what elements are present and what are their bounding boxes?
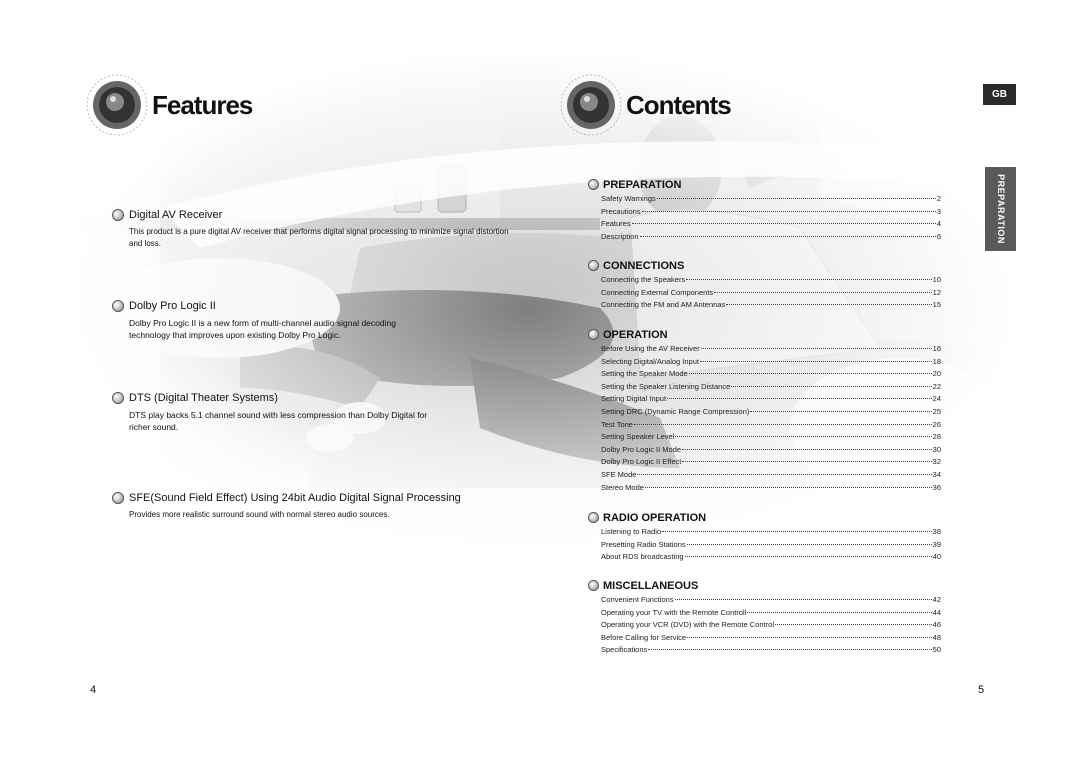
toc-section-preparation [588,178,954,243]
toc-entry-title: Stereo Mode [601,482,644,492]
page-number: 4 [90,684,97,696]
toc-entry[interactable] [601,356,941,369]
toc-entry-page: 38 [932,527,941,536]
toc-entry[interactable] [601,231,941,244]
toc-entry-title: Operating your VCR (DVD) with the Remote Control [601,620,774,630]
speaker-icon [86,74,148,136]
toc-entry[interactable] [601,619,941,632]
toc-entry-page: 12 [932,287,941,297]
toc-section-heading: MISCELLANEOUS [603,579,699,592]
feature-item [112,392,512,433]
toc-entry[interactable] [601,431,941,444]
bullet-icon [112,209,124,221]
toc-entry[interactable] [601,381,941,394]
toc-section-heading: OPERATION [603,328,668,341]
toc-entry[interactable] [601,206,941,219]
page-number: 5 [978,684,985,696]
toc-entry[interactable] [601,594,941,607]
contents-heading [560,74,731,136]
toc-entry-page: 44 [932,607,941,617]
toc-entry[interactable] [601,444,941,457]
bullet-icon [588,329,599,340]
toc-entry-page: 2 [936,194,941,203]
toc-entry-title: Description [601,231,639,241]
bullet-icon [588,512,599,523]
feature-heading: Digital AV Receiver [129,209,223,221]
toc-entry-title: Test Tone [601,419,633,429]
toc-entry-title: Setting Digital Input [601,394,667,404]
toc-entry-page: 18 [932,356,941,366]
toc-entry[interactable] [601,368,941,381]
toc-entry[interactable] [601,551,941,564]
toc-entry-page: 22 [932,381,941,391]
feature-description: This product is a pure digital AV receiver that performs digital signal processing to minimize signal distortion and loss. [129,227,509,248]
toc-entry[interactable] [601,218,941,231]
toc-entry-title: Specifications [601,645,648,655]
toc-entry-page: 10 [932,275,941,284]
toc-entry[interactable] [601,456,941,469]
toc-entry-title: Safety Warnings [601,194,656,203]
toc-entry-page: 4 [936,219,941,229]
toc-entry-page: 34 [932,469,941,479]
page-title: Contents [626,89,731,120]
toc-section-heading: PREPARATION [603,178,682,191]
toc-section-miscellaneous [588,579,954,657]
toc-entry[interactable] [601,632,941,645]
speaker-icon [560,74,622,136]
language-tab: GB [983,84,1016,105]
bullet-icon [588,260,599,271]
toc-entry-title: Setting the Speaker Mode [601,369,688,379]
toc-entry-title: Dolby Pro Logic II Effect [601,457,682,467]
page-title: Features [152,89,253,120]
feature-item [112,300,512,341]
feature-heading: DTS (Digital Theater Systems) [129,392,278,404]
toc-entry[interactable] [601,343,941,356]
toc-entry[interactable] [601,482,941,495]
feature-description: Provides more realistic surround sound with normal stereo audio sources. [129,510,390,519]
features-heading [86,74,252,136]
toc-entry[interactable] [601,287,941,300]
feature-item [112,209,512,250]
toc-entry-title: Before Using the AV Receiver [601,344,700,353]
toc-entry-title: Precautions [601,206,641,216]
toc-entry-title: SFE Mode [601,469,637,479]
toc-entry-title: Setting DRC (Dynamic Range Compression) [601,406,750,416]
toc-entry-title: Operating your TV with the Remote Controll [601,607,747,617]
toc-entry-page: 42 [932,595,941,604]
toc-entry-page: 40 [932,552,941,562]
toc-entry-title: About RDS broadcasting [601,552,684,562]
bullet-icon [112,392,124,404]
toc-entry-title: Before Calling for Service [601,632,687,642]
toc-entry[interactable] [601,644,941,657]
feature-description: Dolby Pro Logic II is a new form of multi-channel audio signal decoding technology that improves upon existing Dolby Pro Logic. [129,318,396,340]
toc-entry-title: Dolby Pro Logic II Mode [601,444,682,454]
toc-section-heading: CONNECTIONS [603,259,685,272]
toc-entry-page: 25 [932,406,941,416]
section-side-tab-label: PREPARATION [995,174,1006,244]
toc-entry-page: 6 [936,231,941,241]
toc-entry-page: 48 [932,632,941,642]
toc-entry-page: 3 [936,206,941,216]
toc-entry-page: 20 [932,369,941,379]
bullet-icon [112,492,124,504]
bullet-icon [588,179,599,190]
toc-section-heading: RADIO OPERATION [603,511,707,524]
toc-entry-title: Connecting the Speakers [601,275,686,284]
toc-entry-page: 36 [932,482,941,492]
toc-entry[interactable] [601,419,941,432]
feature-description: DTS play backs 5.1 channel sound with less compression than Dolby Digital for richer sound. [129,410,428,432]
toc-entry-page: 15 [932,300,941,310]
toc-entry[interactable] [601,607,941,620]
bullet-icon [112,300,124,312]
toc-entry-page: 26 [932,419,941,429]
toc-entry-title: Presetting Radio Stations [601,539,686,549]
toc-entry-page: 50 [932,645,941,655]
feature-heading: Dolby Pro Logic II [129,300,216,312]
toc-entry-page: 28 [932,432,941,442]
toc-entry[interactable] [601,526,941,539]
toc-entry-title: Connecting the FM and AM Antennas [601,300,726,310]
toc-entry-page: 46 [932,620,941,630]
toc-entry[interactable] [601,469,941,482]
toc-entry-page: 30 [932,444,941,454]
toc-entry[interactable] [601,406,941,419]
toc-entry[interactable] [601,393,941,406]
toc-entry-title: Features [601,219,631,229]
toc-entry-page: 32 [932,457,941,467]
toc-entry-title: Setting the Speaker Listening Distance [601,381,731,391]
toc-section-operation [588,328,954,494]
toc-entry[interactable] [601,274,941,287]
toc-section-connections [588,259,954,312]
toc-entry-page: 16 [932,344,941,353]
toc-entry-title: Convenient Functions [601,595,674,604]
bullet-icon [588,580,599,591]
toc-entry[interactable] [601,193,941,206]
toc-entry-title: Connecting External Components [601,287,714,297]
toc-entry[interactable] [601,539,941,552]
toc-entry-page: 39 [932,539,941,549]
toc-entry-title: Setting Speaker Level [601,432,675,442]
feature-item [112,492,472,521]
toc-section-radio-operation [588,511,954,564]
section-side-tab [985,167,1016,251]
toc-entry[interactable] [601,299,941,312]
toc-entry-title: Selecting Digital/Analog Input [601,356,699,366]
toc-entry-page: 24 [932,394,941,404]
toc-entry-title: Listening to Radio [601,527,662,536]
feature-heading: SFE(Sound Field Effect) Using 24bit Audio Digital Signal Processing [129,492,461,504]
